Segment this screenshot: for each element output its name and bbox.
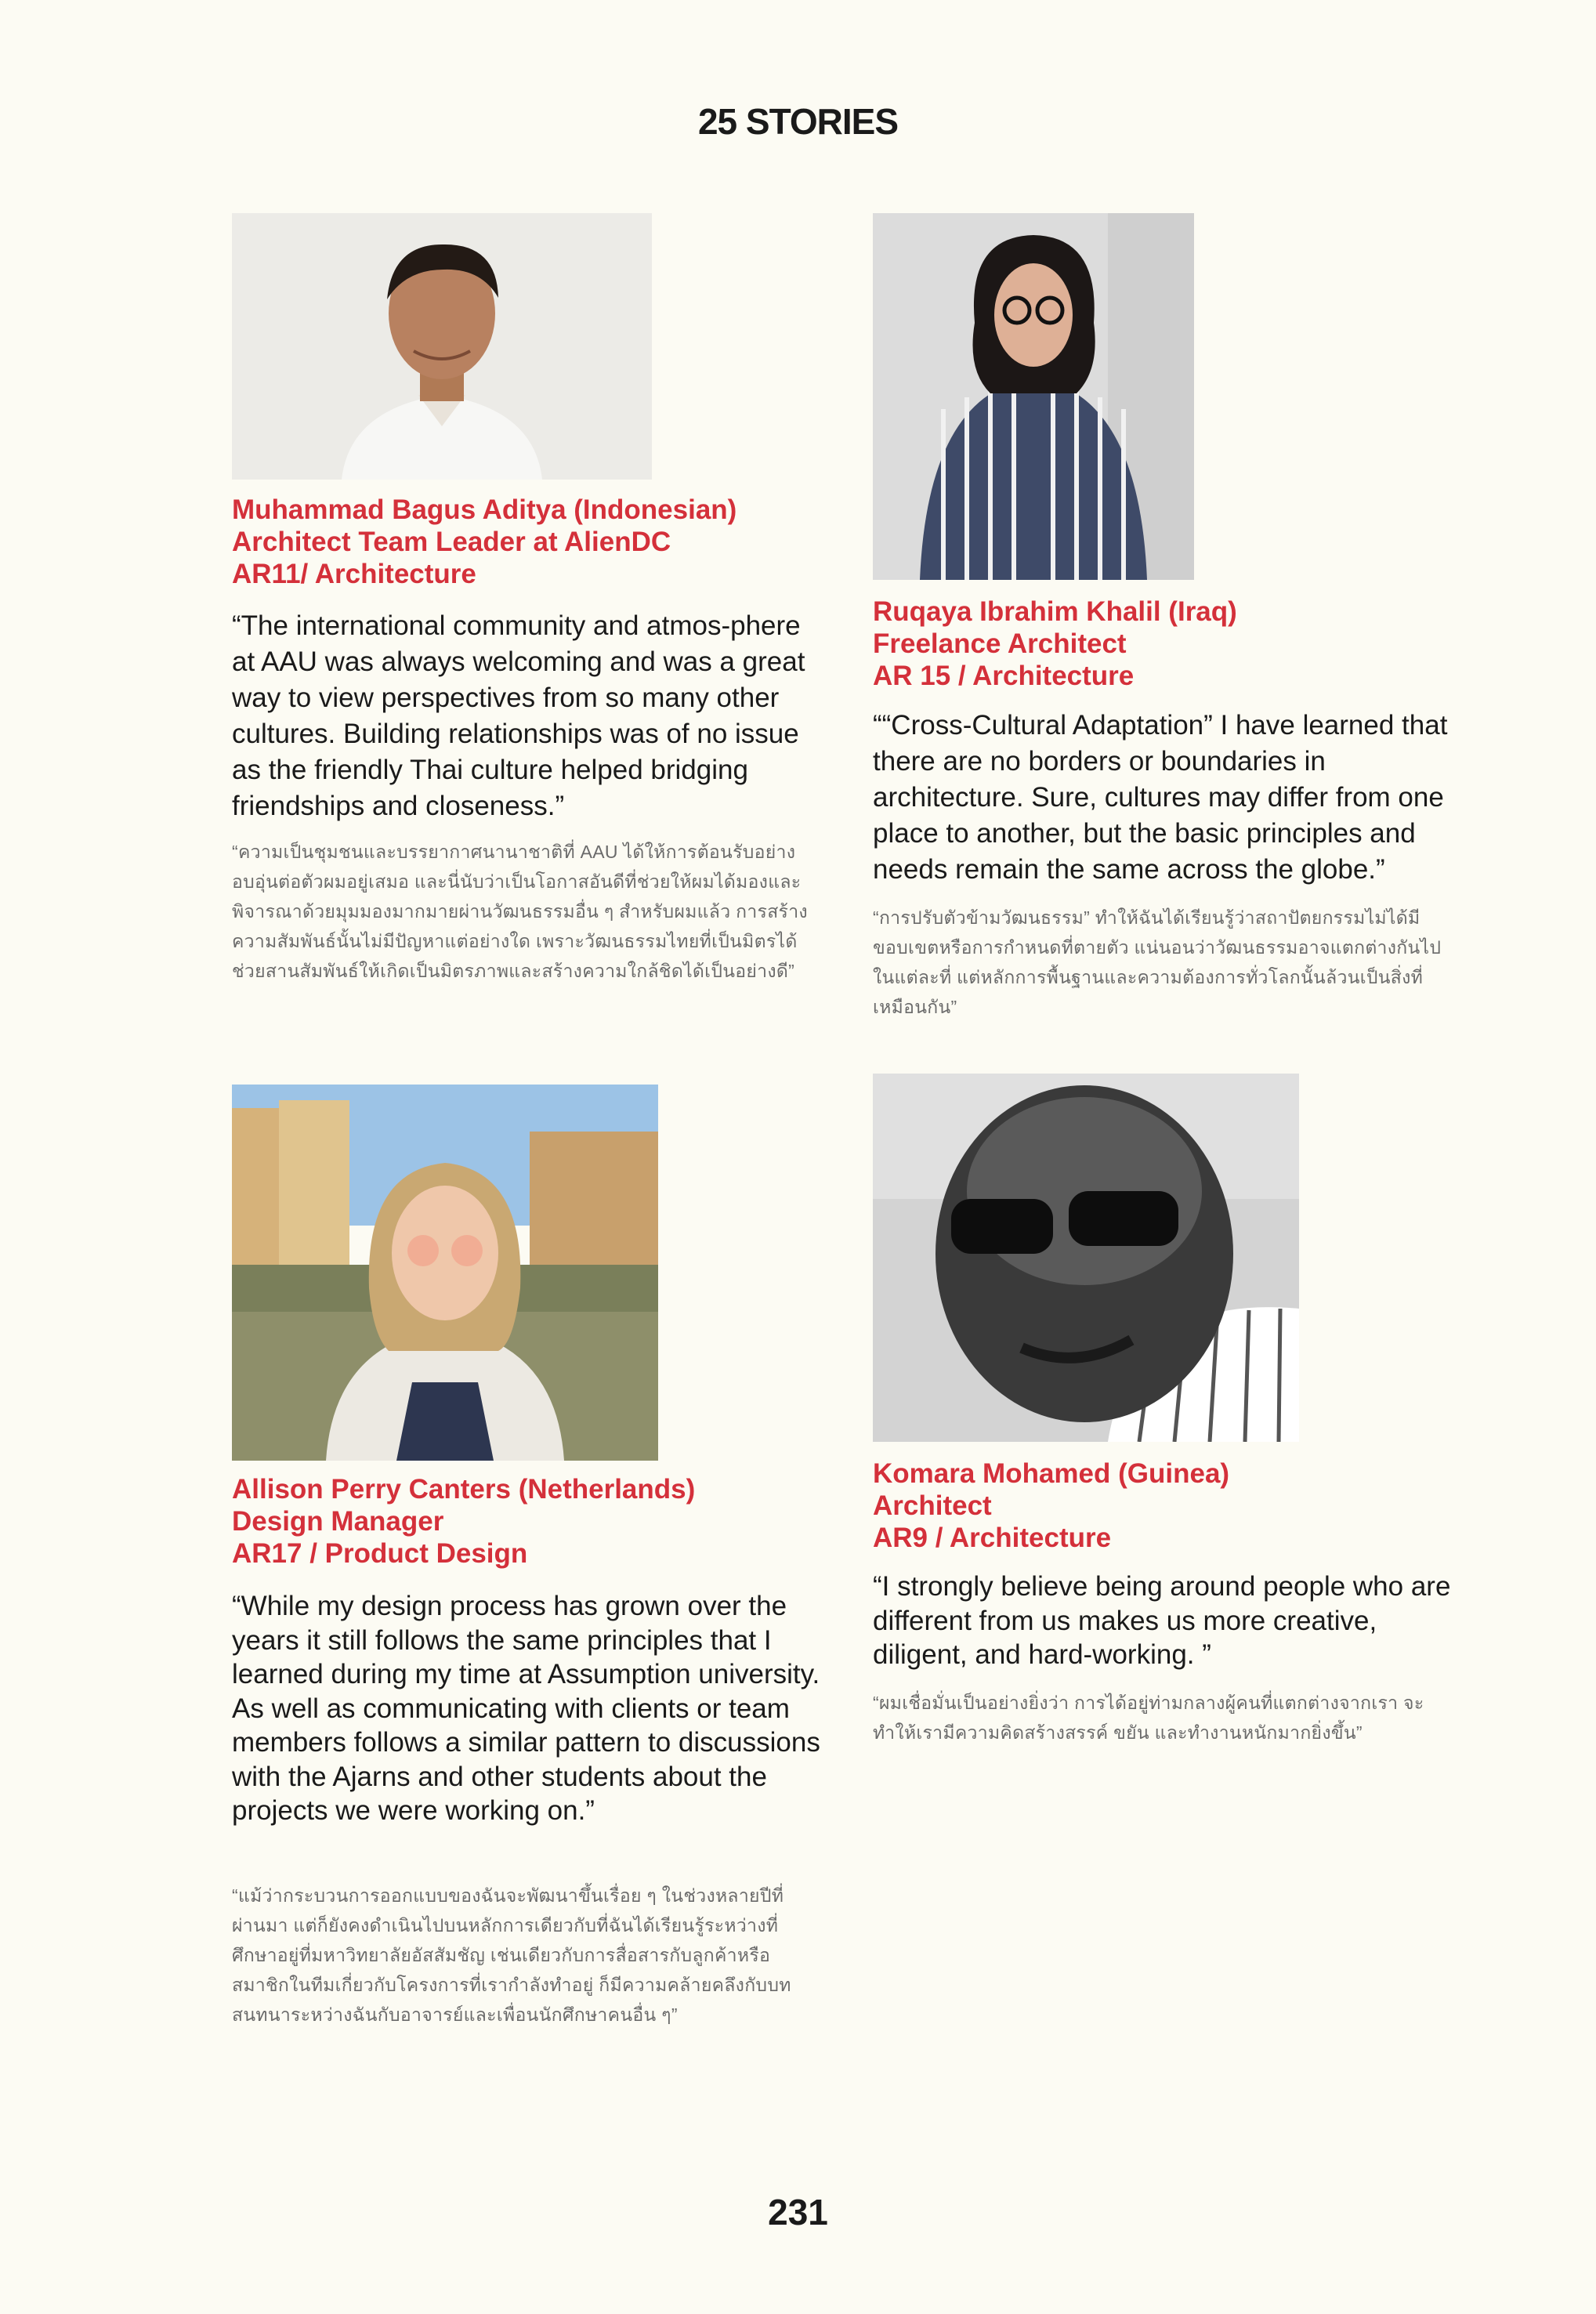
story-header-mohamed [873, 1458, 1229, 1554]
story-name: Ruqaya Ibrahim Khalil (Iraq) [873, 596, 1237, 627]
portrait-photo-man-white-shirt-icon [232, 213, 652, 480]
portrait-photo-woman-riverside-city-icon [232, 1085, 658, 1461]
story-quote-thai: “ความเป็นชุมชนและบรรยากาศนานาชาติที่ AAU ได้ให้การต้อนรับอย่างอบอุ่นต่อตัวผมอยู่เสมอ และนี่นับว่าเป็นโอกาสอันดีที่ช่วยให้ผมได้มองและพิจารณาด้วยมุมมองมากมายผ่านวัฒนธรรมอื่น ๆ สำหรับผมแล้ว การสร้างความสัมพันธ์นั้นไม่มีปัญหาแต่อย่างใด เพราะวัฒนธรรมไทยที่เป็นมิตรได้ช่วยสานสัมพันธ์ให้เกิดเป็นมิตรภาพและสร้างความใกล้ชิดได้เป็นอย่างดี” [232, 842, 808, 981]
story-program: AR 15 / Architecture [873, 661, 1135, 691]
story-header-khalil [873, 596, 1237, 692]
story-program: AR11/ Architecture [232, 559, 476, 589]
story-program: AR9 / Architecture [873, 1523, 1112, 1553]
story-role: Freelance Architect [873, 628, 1127, 659]
story-role: Architect [873, 1490, 992, 1521]
page-number: 231 [768, 2192, 828, 2233]
story-quote: ““Cross-Cultural Adaptation” I have learned that there are no borders or boundaries in architecture. Sure, cultures may differ from one place to another, but the basic principles and needs remain the same across the globe.” [873, 710, 1448, 885]
portrait-photo-woman-striped-shirt-icon [873, 213, 1194, 580]
portrait-photo-man-sunglasses-bw-icon [873, 1074, 1299, 1442]
story-name: Allison Perry Canters (Netherlands) [232, 1474, 696, 1505]
story-quote: “While my design process has grown over the years it still follows the same principles that I learned during my time at Assumption university. As well as communicating with clients or team members follows a similar pattern to discussions with the Ajarns and other students about the projects we were working on.” [232, 1591, 820, 1826]
story-quote-thai: “การปรับตัวข้ามวัฒนธรรม” ทำให้ฉันได้เรียนรู้ว่าสถาปัตยกรรมไม่ได้มีขอบเขตหรือการกำหนดที่ตายตัว แน่นอนว่าวัฒนธรรมอาจแตกต่างกันไปในแต่ละที่ แต่หลักการพื้นฐานและความต้องการทั่วโลกนั้นล้วนเป็นสิ่งที่เหมือนกัน” [873, 907, 1442, 1017]
story-name: Muhammad Bagus Aditya (Indonesian) [232, 494, 737, 525]
story-quote-thai: “แม้ว่ากระบวนการออกแบบของฉันจะพัฒนาขึ้นเรื่อย ๆ ในช่วงหลายปีที่ผ่านมา แต่ก็ยังคงดำเนินไปบนหลักการเดียวกับที่ฉันได้เรียนรู้ระหว่างที่ศึกษาอยู่ที่มหาวิทยาลัยอัสสัมชัญ เช่นเดียวกับการสื่อสารกับลูกค้าหรือสมาชิกในทีมเกี่ยวกับโครงการที่เรากำลังทำอยู่ ก็มีความคล้ายคลึงกับบทสนทนาระหว่างฉันกับอาจารย์และเพื่อนนักศึกษาคนอื่น ๆ” [232, 1885, 791, 2025]
page-title: 25 STORIES [697, 101, 899, 142]
story-header-canters [232, 1473, 695, 1570]
story-role: Design Manager [232, 1506, 444, 1537]
story-quote: “I strongly believe being around people who are different from us makes us more creative, diligent, and hard-working. ” [873, 1571, 1451, 1670]
story-quote-thai: “ผมเชื่อมั่นเป็นอย่างยิ่งว่า การได้อยู่ท่ามกลางผู้คนที่แตกต่างจากเรา จะทำให้เรามีความคิดสร้างสรรค์ ขยัน และทำงานหนักมากยิ่งขึ้น” [873, 1693, 1424, 1743]
story-name: Komara Mohamed (Guinea) [873, 1458, 1230, 1489]
story-program: AR17 / Product Design [232, 1538, 528, 1569]
story-quote: “The international community and atmos-phere at AAU was always welcoming and was a great way to view perspectives from so many other cultures. Building relationships was of no issue as the friendly Thai culture helped bridging friendships and closeness.” [232, 610, 805, 821]
story-role: Architect Team Leader at AlienDC [232, 527, 671, 557]
story-header-aditya [232, 494, 736, 590]
